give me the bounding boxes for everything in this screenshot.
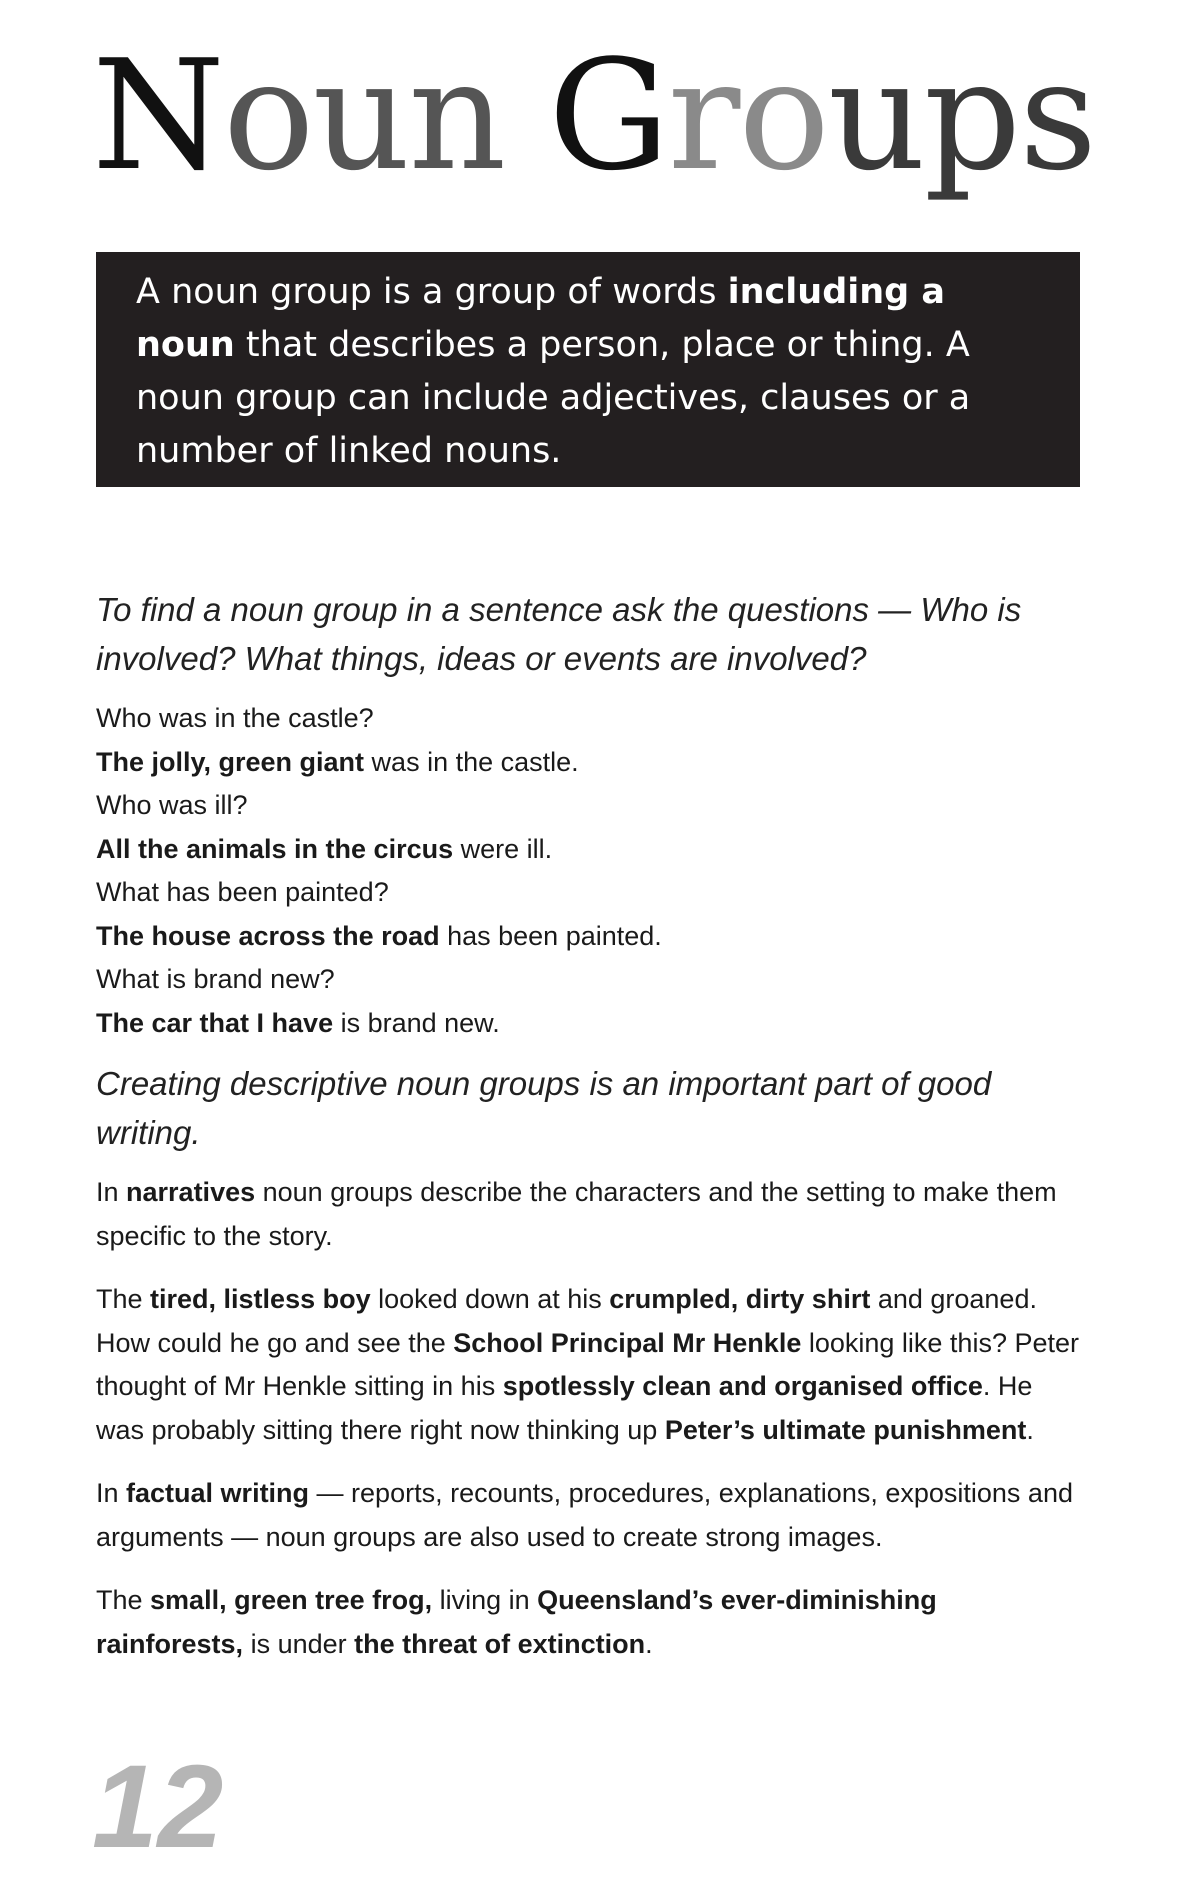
paragraph-text: In [96, 1177, 127, 1207]
paragraph-text: The [96, 1284, 151, 1314]
paragraph-text: . [645, 1628, 653, 1659]
title-letters-ups: ups [827, 27, 1096, 204]
noun-group: crumpled, dirty shirt [609, 1284, 871, 1314]
factual-example-paragraph [96, 1579, 1086, 1666]
example-answer [96, 1002, 1086, 1046]
main-content [96, 585, 1086, 1686]
title-letter-o: o [738, 27, 828, 204]
page-title [92, 27, 1096, 204]
noun-group: School Principal Mr Henkle [453, 1327, 802, 1358]
title-letter-g: G [548, 27, 668, 204]
definition-text: that describes a person, place or thing. A noun group can include adjectives, clauses or a number of linked nouns. [136, 325, 971, 471]
paragraph-text: looked down at his [370, 1284, 610, 1314]
example-answer [96, 741, 1086, 785]
noun-group: small, green tree frog, [150, 1585, 433, 1615]
page-number: 12 [92, 1741, 224, 1873]
example-answer [96, 828, 1086, 872]
title-letter-n: N [92, 27, 223, 204]
example-answer-text: was in the castle. [364, 746, 579, 777]
paragraph-text: is under [243, 1628, 355, 1659]
noun-group: Queensland’s ever-diminishing rainforests, [96, 1585, 937, 1659]
paragraph-text: . He was probably sitting there right now thinking up [96, 1371, 1033, 1445]
keyword-factual-writing: factual writing [126, 1478, 310, 1508]
example-answer-text: is brand new. [333, 1007, 500, 1038]
noun-group: Peter’s ultimate punishment [664, 1414, 1027, 1445]
paragraph-text: living in [432, 1585, 538, 1615]
narratives-intro-paragraph [96, 1171, 1086, 1258]
noun-group: the threat of extinction [354, 1628, 646, 1659]
example-question: Who was in the castle? [96, 703, 374, 733]
narrative-example-paragraph [96, 1278, 1086, 1452]
paragraph-text: The [96, 1585, 151, 1615]
paragraph-text: . [1026, 1414, 1034, 1445]
title-letter-r: r [667, 27, 739, 204]
example-question-list [96, 697, 1086, 1045]
example-answer [96, 915, 1086, 959]
factual-intro-paragraph [96, 1472, 1086, 1559]
example-question: What is brand new? [96, 964, 335, 994]
noun-group: tired, listless boy [150, 1284, 371, 1314]
example-answer-text: has been painted. [439, 920, 662, 951]
example-question: What has been painted? [96, 877, 389, 907]
paragraph-text: and groaned. How could he go and see the [96, 1284, 1037, 1358]
noun-group: The car that I have [96, 1007, 334, 1038]
noun-group: All the animals in the circus [96, 833, 454, 864]
paragraph-text: In [96, 1478, 127, 1508]
paragraph-text: — reports, recounts, procedures, explanations, expositions and arguments — noun groups are also used to create strong images. [96, 1478, 1073, 1552]
definition-bold: including a noun [136, 272, 946, 365]
noun-group: spotlessly clean and organised office [502, 1371, 983, 1401]
section-lead-find-noun-group: To find a noun group in a sentence ask the questions — Who is involved? What things, ideas or events are involved? [96, 591, 1022, 677]
title-letters-oun: oun [223, 27, 505, 204]
paragraph-text: looking like this? Peter thought of Mr Henkle sitting in his [96, 1327, 1079, 1401]
noun-group: The house across the road [96, 920, 440, 951]
section-lead-descriptive-noun-groups: Creating descriptive noun groups is an important part of good writing. [96, 1065, 992, 1151]
example-question: Who was ill? [96, 790, 248, 820]
noun-group: The jolly, green giant [96, 746, 365, 777]
example-answer-text: were ill. [453, 833, 553, 864]
definition-text: A noun group is a group of words [136, 272, 728, 312]
definition-box [96, 252, 1080, 487]
keyword-narratives: narratives [126, 1177, 256, 1207]
paragraph-text: noun groups describe the characters and the setting to make them specific to the story. [96, 1177, 1057, 1251]
